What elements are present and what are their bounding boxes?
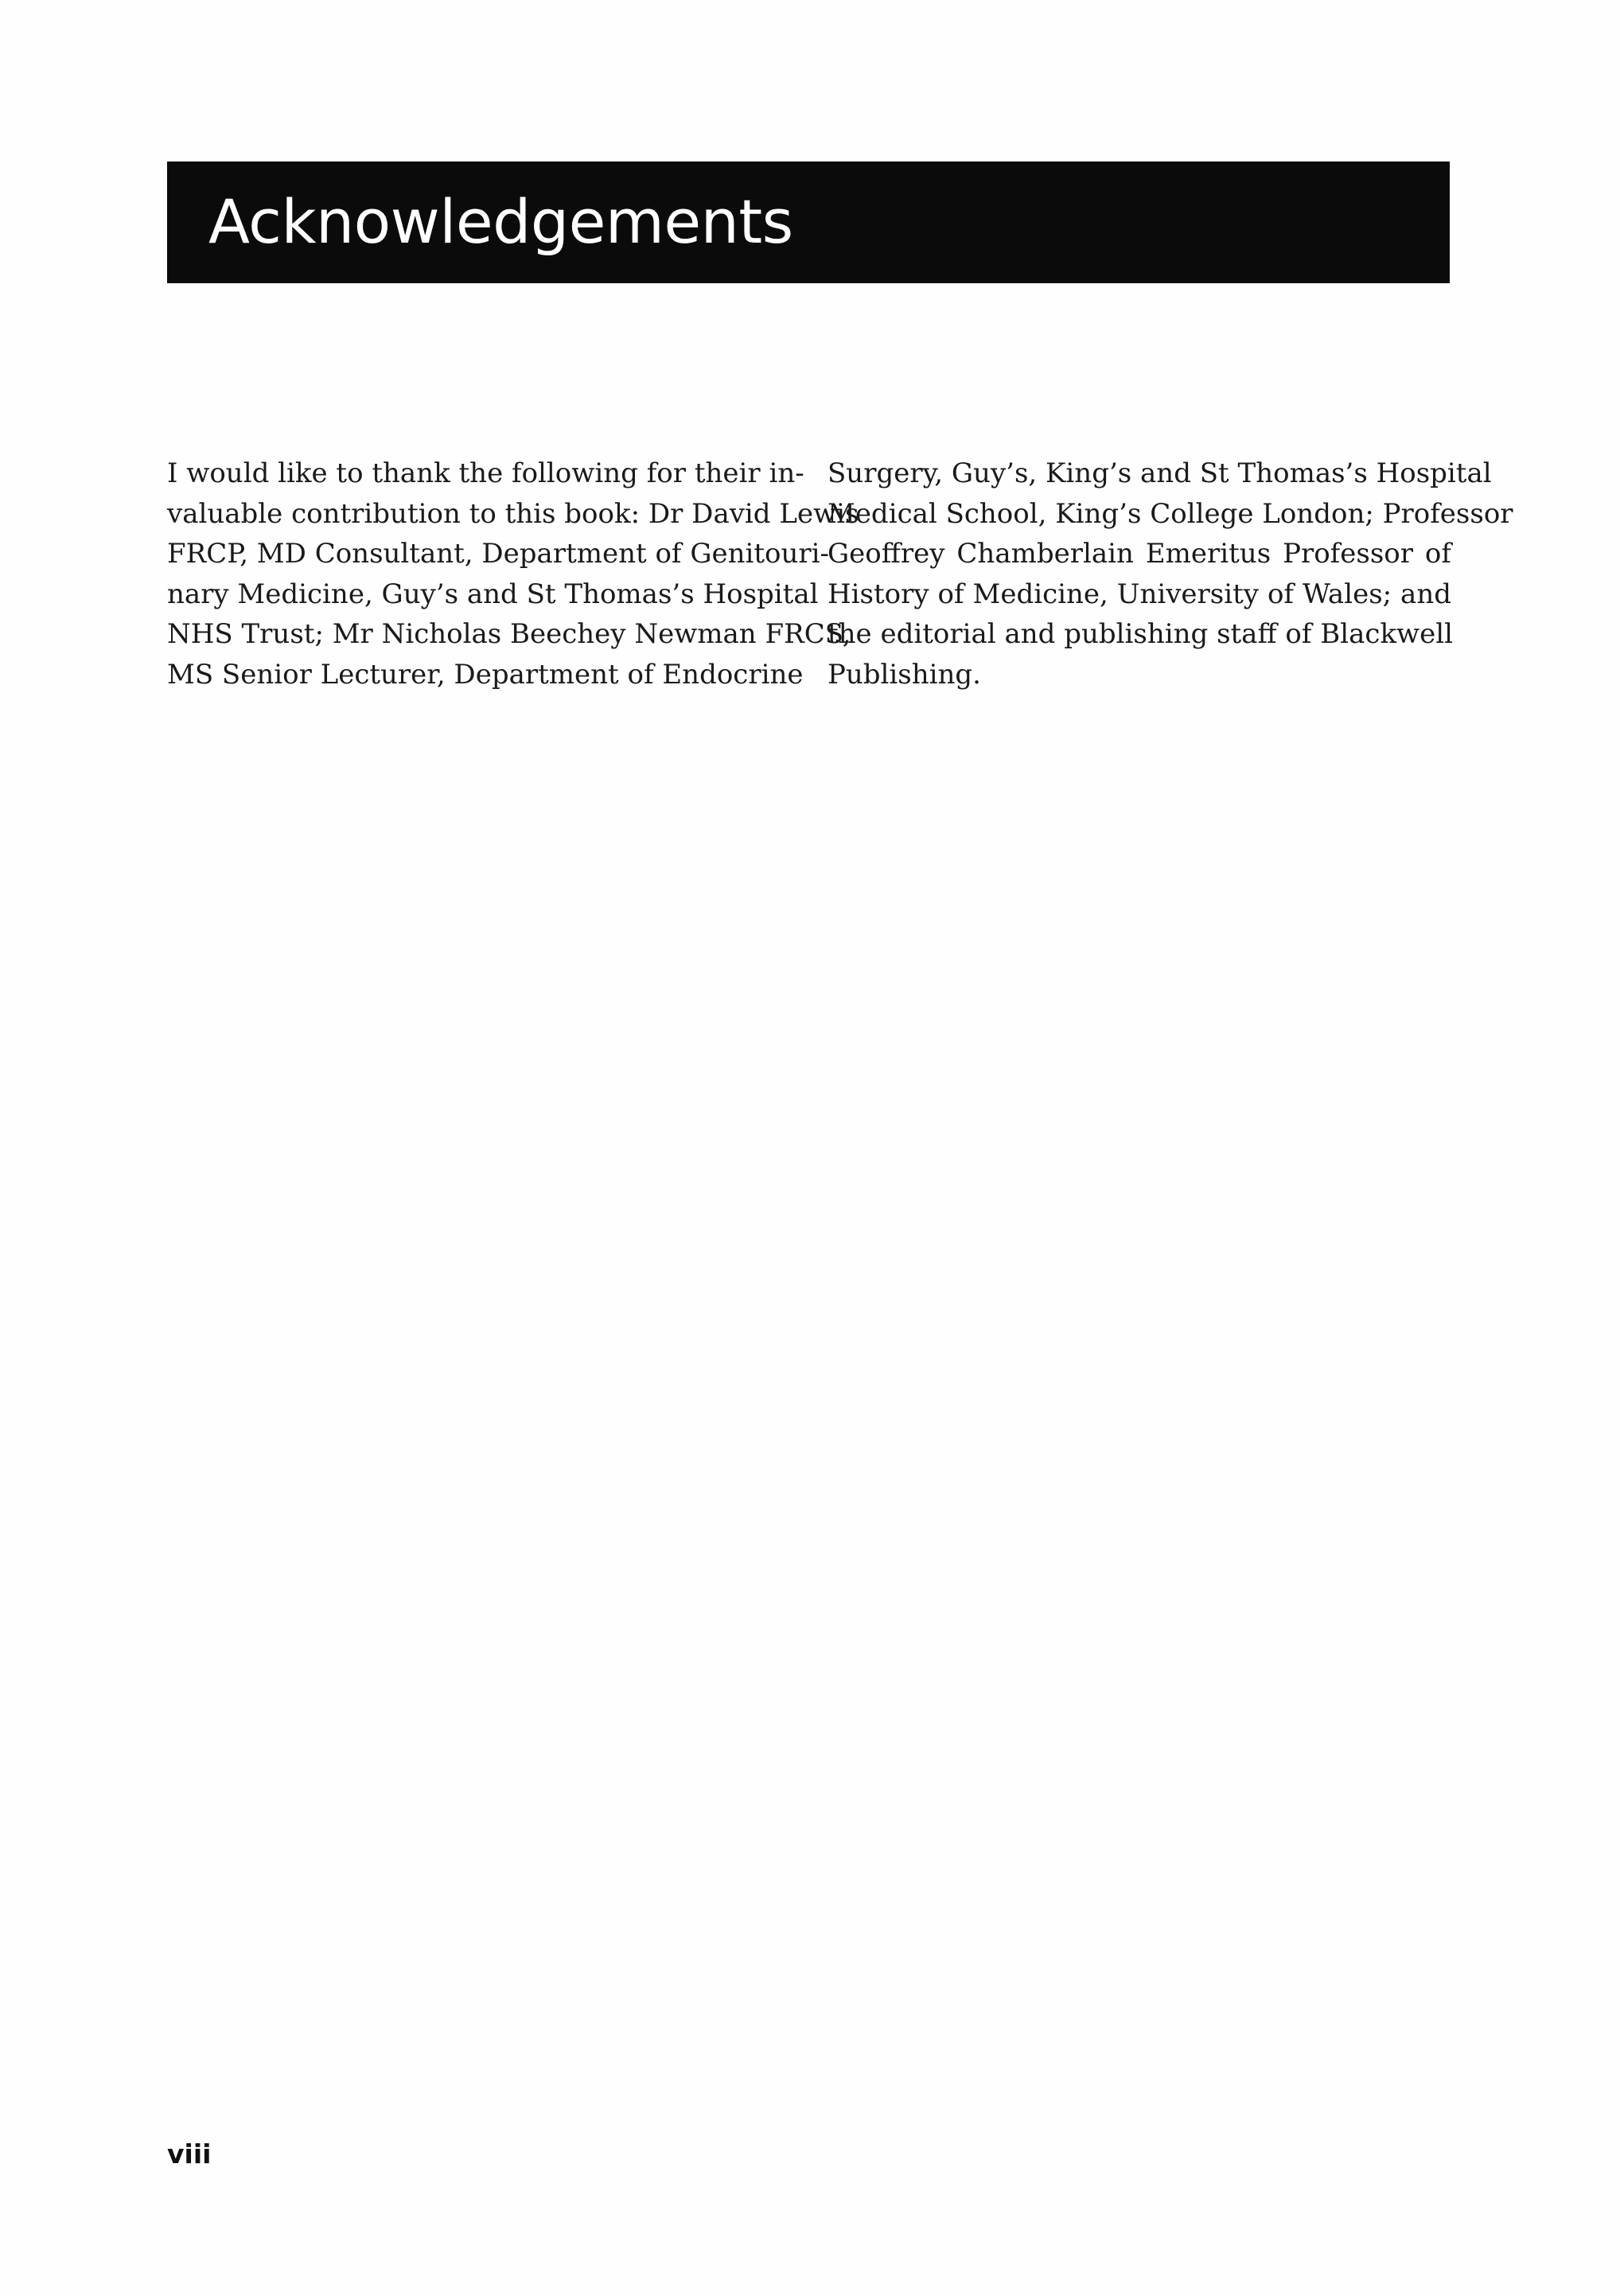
page-number: viii xyxy=(167,2138,212,2170)
text-line: I would like to thank the following for their in- xyxy=(167,457,804,489)
text-line: Publishing. xyxy=(828,658,981,691)
text-line: Surgery, Guy’s, King’s and St Thomas’s Hospital xyxy=(828,457,1492,489)
page-title: Acknowledgements xyxy=(208,186,793,257)
body-column-right xyxy=(828,453,1513,695)
text-line: NHS Trust; Mr Nicholas Beechey Newman FRCS, xyxy=(167,618,851,651)
chapter-title-bar xyxy=(167,161,1450,283)
text-line: MS Senior Lecturer, Department of Endocrine xyxy=(167,658,804,691)
text-line: valuable contribution to this book: Dr David Lewis xyxy=(167,497,859,530)
body-column-left xyxy=(167,453,859,695)
text-line: FRCP, MD Consultant, Department of Genitouri- xyxy=(167,538,830,570)
text-line: the editorial and publishing staff of Blackwell xyxy=(828,618,1454,651)
text-line: History of Medicine, University of Wales; and xyxy=(828,578,1451,610)
text-line: nary Medicine, Guy’s and St Thomas’s Hospital xyxy=(167,578,819,610)
text-line: Medical School, King’s College London; Professor xyxy=(828,497,1513,530)
text-line: Geoffrey Chamberlain Emeritus Professor of xyxy=(828,538,1451,570)
